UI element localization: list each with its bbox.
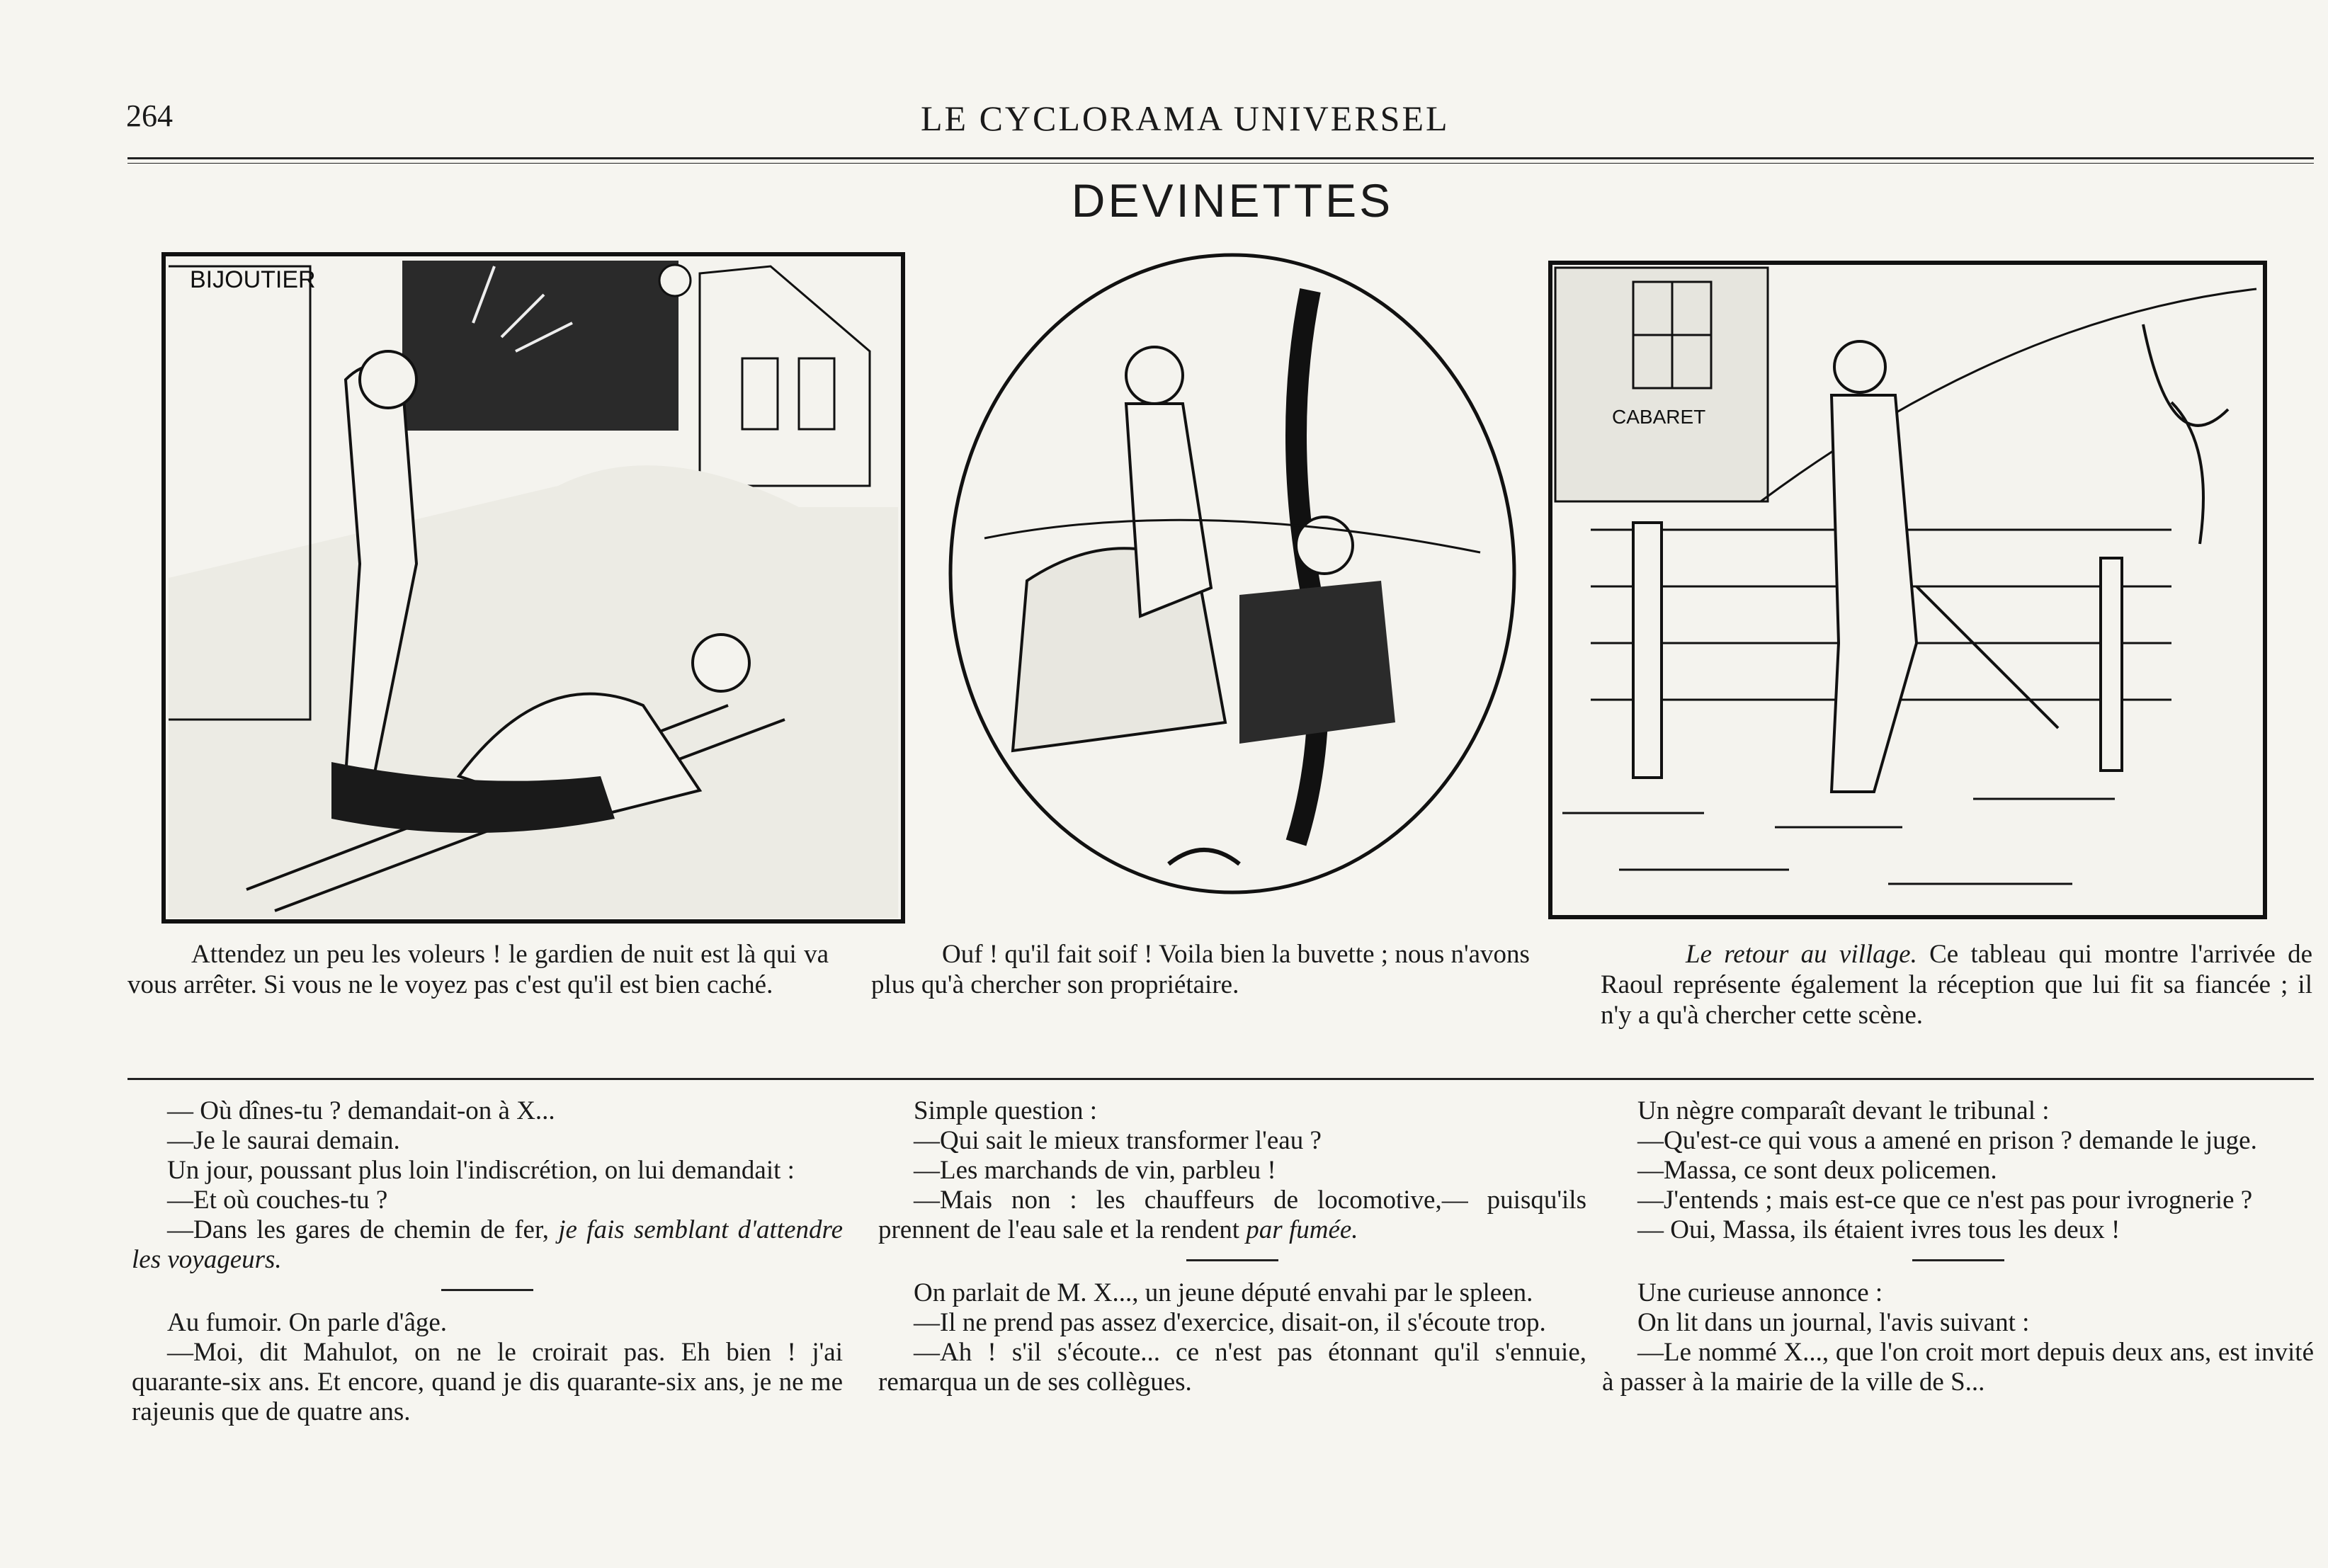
shop-sign-text: BIJOUTIER	[190, 266, 316, 293]
caption-buvette	[871, 939, 1530, 1000]
illustration-village	[1548, 261, 2267, 919]
caption-village	[1601, 939, 2312, 1030]
joke-separator	[1912, 1259, 2004, 1261]
joke-line: — Oui, Massa, ils étaient ivres tous les deux !	[1637, 1215, 2120, 1244]
joke-line: —Le nommé X..., que l'on croit mort depuis deux ans, est invité à passer à la mairie de la ville de S...	[1602, 1338, 2314, 1397]
joke-italic: par fumée.	[1239, 1215, 1358, 1244]
caption-jeweller-text: Attendez un peu les voleurs ! le gardien de nuit est là qui va vous arrêter. Si vous ne le voyez pas c'est qu'il est bien caché.	[127, 940, 829, 999]
joke-line: On parlait de M. X..., un jeune député envahi par le spleen.	[914, 1278, 1533, 1307]
joke-line: —Ah ! s'il s'écoute... ce n'est pas étonnant qu'il s'ennuie, remarqua un de ses collègues.	[878, 1338, 1586, 1397]
joke-text: —Mais non : les chauffeurs de locomotive,— puisqu'ils prennent de l'eau sale et la rendent	[878, 1186, 1586, 1244]
header-rule-thin	[127, 163, 2314, 164]
joke-line: Un nègre comparaît devant le tribunal :	[1637, 1096, 2050, 1125]
joke-line: —Il ne prend pas assez d'exercice, disait-on, il s'écoute trop.	[914, 1308, 1546, 1337]
column-right	[1602, 1096, 2314, 1397]
joke-line: —Qu'est-ce qui vous a amené en prison ? demande le juge.	[1637, 1126, 2257, 1155]
illustration-jeweller	[161, 252, 905, 924]
caption-village-italic: Le retour au village.	[1686, 940, 1917, 969]
illustration-buvette	[942, 241, 1523, 917]
joke-line: —Les marchands de vin, parbleu !	[914, 1156, 1276, 1185]
joke-line: — Où dînes-tu ? demandait-on à X...	[167, 1096, 555, 1125]
joke-line: —Massa, ce sont deux policemen.	[1637, 1156, 1997, 1185]
joke-separator	[1186, 1259, 1278, 1261]
joke-line: Au fumoir. On parle d'âge.	[167, 1308, 448, 1337]
joke-italic: je fais semblant d'attendre les voyageurs.	[132, 1215, 843, 1274]
joke-line: Simple question :	[914, 1096, 1097, 1125]
joke-separator	[441, 1289, 533, 1291]
column-left	[132, 1096, 843, 1427]
caption-buvette-text: Ouf ! qu'il fait soif ! Voila bien la buvette ; nous n'avons plus qu'à chercher son propriétaire.	[871, 940, 1530, 999]
header-rule	[127, 157, 2314, 159]
cabaret-sign-text: CABARET	[1612, 406, 1706, 428]
joke-line-with-italic	[878, 1186, 1586, 1245]
joke-line: —J'entends ; mais est-ce que ce n'est pas pour ivrognerie ?	[1637, 1186, 2253, 1215]
section-rule	[127, 1078, 2314, 1080]
joke-line: —Et où couches-tu ?	[167, 1186, 388, 1215]
joke-line: —Je le saurai demain.	[167, 1126, 400, 1155]
caption-jeweller	[127, 939, 829, 1000]
column-middle	[878, 1096, 1586, 1397]
joke-line: —Moi, dit Mahulot, on ne le croirait pas. Eh bien ! j'ai quarante-six ans. Et encore, quand je dis quarante-six ans, je ne me rajeunis que de quatre ans.	[132, 1338, 843, 1426]
joke-line-with-italic	[132, 1215, 843, 1275]
running-title: LE CYCLORAMA UNIVERSEL	[921, 98, 1450, 138]
joke-line: Une curieuse annonce :	[1637, 1278, 1883, 1307]
joke-line: —Qui sait le mieux transformer l'eau ?	[914, 1126, 1322, 1155]
joke-line: On lit dans un journal, l'avis suivant :	[1637, 1308, 2030, 1337]
joke-text: —Dans les gares de chemin de fer,	[167, 1215, 550, 1244]
section-title: DEVINETTES	[1071, 174, 1394, 227]
caption-village-text: Ce tableau qui montre l'arrivée de Raoul représente également la réception que lui fit sa fiancée ; il n'y a qu'à chercher cette scène.	[1601, 940, 2313, 1030]
joke-line: Un jour, poussant plus loin l'indiscrétion, on lui demandait :	[167, 1156, 795, 1185]
page-number: 264	[126, 98, 173, 133]
